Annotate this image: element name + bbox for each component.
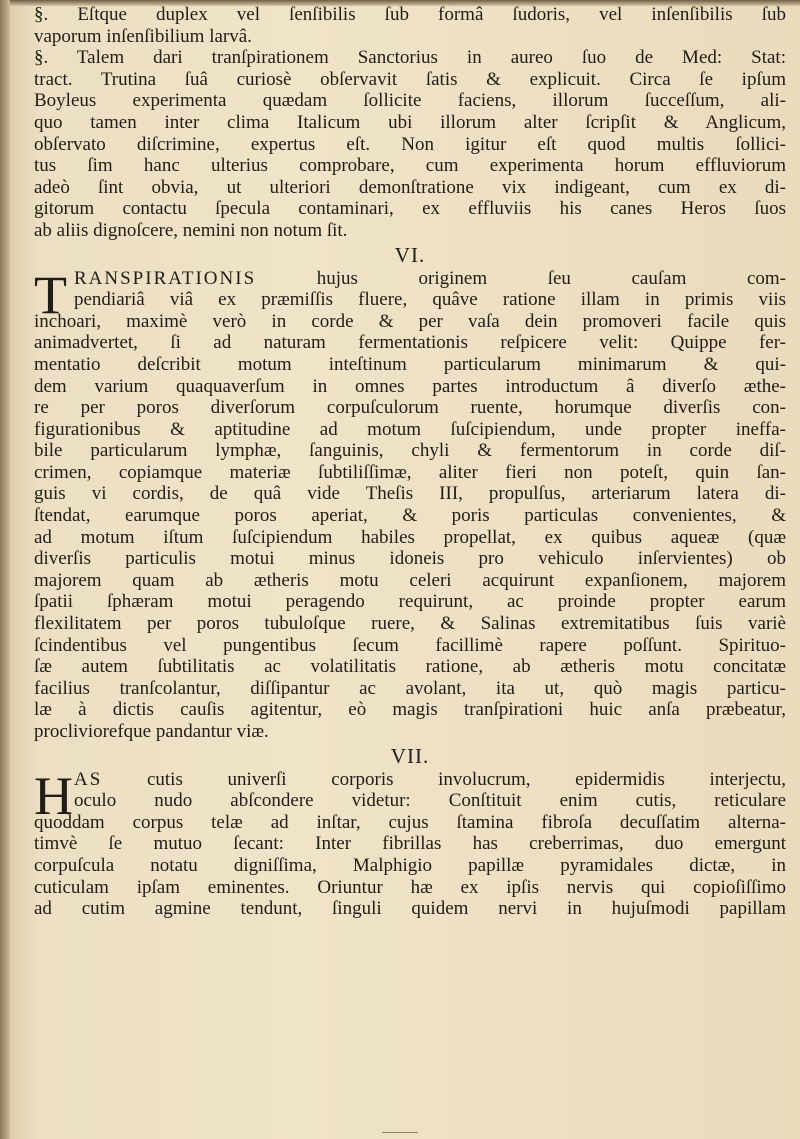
- text-line: animadvertet, ſi ad naturam fermentationis reſpicere velit: Quippe fer-: [34, 332, 786, 354]
- text-line: gitorum contactu ſpecula contaminari, ex effluviis his canes Heros ſuos: [34, 198, 786, 220]
- text-line: cuticulam ipſam eminentes. Oriuntur hæ ex ipſis nervis qui copioſiſſimo: [34, 876, 786, 898]
- line-rest: cutis univerſi corporis involucrum, epidermidis interjectu,: [146, 768, 786, 790]
- page-binding-edge: [0, 0, 10, 1139]
- text-line: corpuſcula notatu digniſſima, Malphigio papillæ pyramidales dictæ, in: [34, 854, 786, 876]
- drop-cap: T: [34, 264, 67, 325]
- text-line: ad cutim agmine tendunt, ſinguli quidem nervi in hujuſmodi papillam: [34, 898, 786, 920]
- text-line: dem varium quaquaverſum in omnes partes introductum â diverſo æthe-: [34, 375, 786, 397]
- section-heading-vi: VI.: [394, 242, 426, 267]
- text-line: majorem quam ab ætheris motu celeri acquirunt expanſionem, majorem: [34, 569, 786, 591]
- text-line: tus ſim hanc ulterius comprobare, cum experimenta horum effluviorum: [34, 155, 786, 177]
- text-line: ſpatii ſphæram motui peragendo requirunt, ac proinde propter earum: [34, 591, 786, 613]
- page-text: [34, 4, 786, 920]
- text-line: [34, 769, 786, 791]
- text-line: ab aliis dignoſcere, nemini non notum ſit.: [34, 219, 348, 241]
- page-bottom-mark: [382, 1124, 418, 1133]
- text-line: ſæ autem ſubtilitatis ac volatilitatis ratione, ab ætheris motu concitatæ: [34, 656, 786, 678]
- drop-cap: H: [34, 765, 73, 826]
- text-line: [34, 268, 786, 290]
- text-line: mentatio deſcribit motum inteſtinum particularum minimarum & qui-: [34, 353, 786, 375]
- text-line: ſcindentibus vel pungentibus ſecum facillimè rapere poſſunt. Spirituo-: [34, 634, 786, 656]
- text-line: inchoari, maximè verò in corde & per vaſa dein promoveri facile quis: [34, 310, 786, 332]
- small-caps-word: RANSPIRATIONIS: [74, 267, 257, 289]
- text-line: bile particularum lymphæ, ſanguinis, chyli & fermentorum in corde diſ-: [34, 440, 786, 462]
- text-line: quoddam corpus telæ ad inſtar, cujus ſtamina fibroſa decuſſatim alterna-: [34, 811, 786, 833]
- text-line: facilius tranſcolantur, diſſipantur ac avolant, ita ut, quò magis particu-: [34, 677, 786, 699]
- text-line: §. Talem dari tranſpirationem Sanctorius in aureo ſuo de Med: Stat:: [34, 47, 786, 69]
- text-line: re per poros diverſorum corpuſculorum ruente, horumque diverſis con-: [34, 397, 786, 419]
- text-line: adeò ſint obvia, ut ulteriori demonſtratione vix indigeant, cum ex di-: [34, 176, 786, 198]
- text-line: §. Eſtque duplex vel ſenſibilis ſub formâ ſudoris, vel inſenſibilis ſub: [34, 4, 786, 25]
- text-line: ſtendat, earumque poros aperiat, & poris particulas convenientes, &: [34, 505, 786, 527]
- text-line: Boyleus experimenta quædam ſollicite faciens, illorum ſucceſſum, ali-: [34, 90, 786, 112]
- text-line: læ à dictis cauſis agitentur, eò magis tranſpirationi huic anſa præbeatur,: [34, 699, 786, 721]
- small-caps-word: AS: [74, 768, 103, 790]
- section-heading-vii: VII.: [390, 743, 430, 768]
- paragraph-5: [34, 4, 786, 242]
- section-6: [34, 264, 786, 743]
- text-line: flexilitatem per poros tubuloſque ruere, & Salinas extremitatibus ſuis variè: [34, 613, 786, 635]
- text-line: quo tamen inter clima Italicum ubi illorum alter ſcripſit & Anglicum,: [34, 111, 786, 133]
- text-line: pendiariâ viâ ex præmiſſis fluere, quâve ratione illam in primis viis: [74, 289, 786, 311]
- text-line: figurationibus & aptitudine ad motum ſuſcipiendum, unde propter ineffa-: [34, 418, 786, 440]
- text-line: timvè ſe mutuo ſecant: Inter fibrillas has creberrimas, duo emergunt: [34, 833, 786, 855]
- line-rest: hujus originem ſeu cauſam com-: [316, 267, 786, 289]
- text-line: guis vi cordis, de quâ vide Theſis III, propulſus, arteriarum latera di-: [34, 483, 786, 505]
- text-line: obſervato diſcrimine, expertus eſt. Non igitur eſt quod multis ſollici-: [34, 133, 786, 155]
- text-line: diverſis particulis motui minus idoneis pro vehiculo inſervientes) ob: [34, 548, 786, 570]
- text-line: procliviorefque pandantur viæ.: [34, 721, 269, 742]
- text-line: ad motum iſtum ſuſcipiendum habiles propellat, ex quibus aqueæ (quæ: [34, 526, 786, 548]
- text-line: crimen, copiamque materiæ ſubtiliſſimæ, aliter fieri non poteſt, quin ſan-: [34, 461, 786, 483]
- text-line: oculo nudo abſcondere videtur: Conſtituit enim cutis, reticulare: [74, 790, 786, 812]
- text-line: tract. Trutina ſuâ curiosè obſervavit ſatis & explicuit. Circa ſe ipſum: [34, 68, 786, 90]
- section-7: [34, 765, 786, 920]
- text-line: vaporum inſenſibilium larvâ.: [34, 25, 252, 47]
